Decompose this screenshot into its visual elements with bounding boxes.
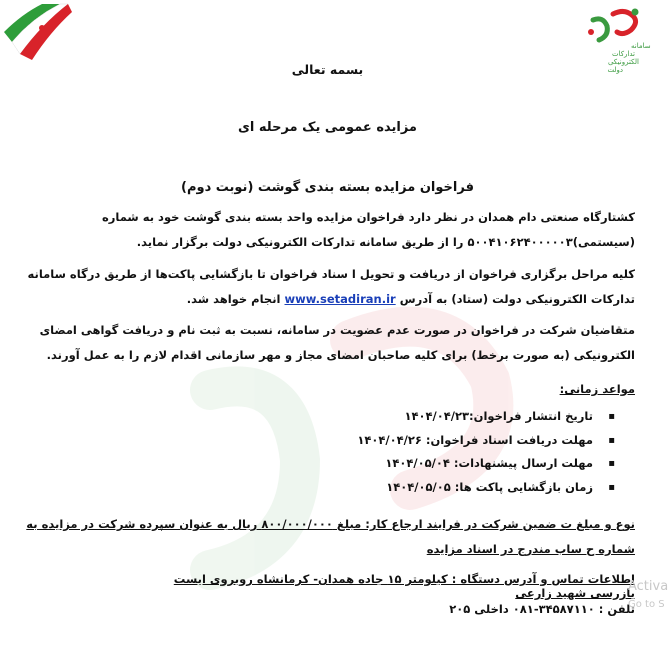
paragraph-procedure-text: کلیه مراحل برگزاری فراخوان از دریافت و تحویل ا سناد فراخوان تا بازگشایی پاکت‌ها از طریق درگاه سامانه تدارکات الکترونیکی دولت (ستاد) به آدرس <box>27 267 635 306</box>
contact-phone: تلفن : ۳۴۵۸۷۱۱۰-۰۸۱ داخلی ۲۰۵ <box>449 602 635 616</box>
schedule-item-receive-docs: ▪ مهلت دریافت اسناد فراخوان: ۱۴۰۴/۰۴/۲۶ <box>357 429 615 453</box>
paragraph-intro: کشتارگاه صنعتی دام همدان در نظر دارد فراخوان مزایده واحد بسته بندی گوشت خود به شماره (سیستمی)۵۰۰۴۱۰۶۲۴۰۰۰۰۰۳ را از طریق سامانه تدارکات الکترونیکی دولت برگزار نماید. <box>102 210 635 249</box>
page-title: مزایده عمومی یک مرحله ای <box>238 120 417 135</box>
logo-text-3: الکترونیکی <box>607 58 639 66</box>
setadiran-link[interactable]: www.setadiran.ir <box>284 292 396 306</box>
contact-address: اطلاعات تماس و آدرس دستگاه : کیلومتر ۱۵ جاده همدان- کرمانشاه روبروی ایست بازرسی شهید زارعی <box>173 572 635 600</box>
logo-text-2: تدارکات <box>611 50 635 58</box>
schedule-title: مواعد زمانی: <box>559 382 635 396</box>
logo-text-4: دولت <box>607 66 623 74</box>
paragraph-procedure-end: انجام خواهد شد. <box>186 292 281 306</box>
schedule-item-opening: ▪ زمان بازگشایی پاکت ها: ۱۴۰۴/۰۵/۰۵ <box>357 476 615 500</box>
svg-text:سامانه <box>631 42 651 50</box>
windows-activation-watermark <box>628 578 668 614</box>
basmala-heading: بسمه تعالی <box>291 62 364 77</box>
logo-text-1: سامانه <box>631 42 651 50</box>
page-subtitle: فراخوان مزایده بسته بندی گوشت (نوبت دوم) <box>181 180 474 195</box>
schedule-item-publish: ▪ تاریخ انتشار فراخوان:۱۴۰۴/۰۴/۲۳ <box>357 405 615 429</box>
paragraph-registration: متقاضیان شرکت در فراخوان در صورت عدم عضویت در سامانه، نسبت به ثبت نام و دریافت گواهی امضای الکترونیکی (به صورت برخط) برای کلیه صاحبان امضای مجاز و مهر سازمانی اقدام لازم را به عمل آورند. <box>39 323 635 362</box>
guarantee-paragraph: نوع و مبلغ ت ضمین شرکت در فرایند ارجاع کار: مبلغ ۸۰۰/۰۰۰/۰۰۰ ریال به عنوان سپرده شرکت در مزایده به شماره ح ساب مندرج در اسناد مزایده <box>26 517 635 556</box>
schedule-list <box>357 405 615 499</box>
paragraph-procedure <box>8 262 635 312</box>
activate-line-1: Activa <box>628 579 668 594</box>
iran-flag-icon <box>2 2 72 62</box>
schedule-item-submit-offers: ▪ مهلت ارسال پیشنهادات: ۱۴۰۴/۰۵/۰۴ <box>357 452 615 476</box>
activate-line-2: Go to S <box>628 599 665 610</box>
svg-text:تدارکات <box>612 50 635 58</box>
